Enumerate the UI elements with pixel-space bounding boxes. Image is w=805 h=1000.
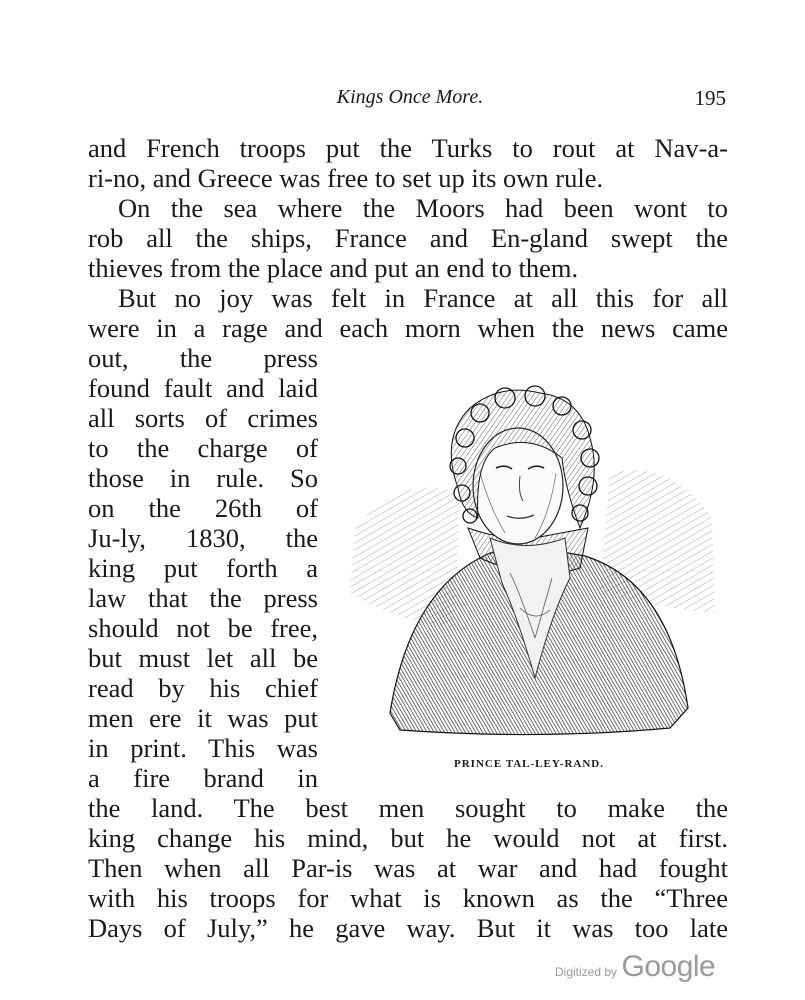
text-line: those in rule. So xyxy=(88,463,318,493)
running-title: Kings Once More. xyxy=(336,86,484,108)
text-line: Then when all Par-is was at war and had fought xyxy=(88,853,728,883)
page-number: 195 xyxy=(694,86,726,110)
text-line: and French troops put the Turks to rout at Nav-a- xyxy=(88,133,728,163)
text-line: rob all the ships, France and En-gland swept the xyxy=(88,223,728,253)
text-line: But no joy was felt in France at all this for all xyxy=(118,283,728,313)
text-line: king change his mind, but he would not at first. xyxy=(88,823,728,853)
text-line: found fault and laid xyxy=(88,373,318,403)
text-line: were in a rage and each morn when the news came xyxy=(88,313,728,343)
running-head xyxy=(88,86,732,116)
text-line: should not be free, xyxy=(88,613,318,643)
text-line: all sorts of crimes xyxy=(88,403,318,433)
text-line: the land. The best men sought to make the xyxy=(88,793,728,823)
text-line: in print. This was xyxy=(88,733,318,763)
text-line: king put forth a xyxy=(88,553,318,583)
text-line: men ere it was put xyxy=(88,703,318,733)
text-line: with his troops for what is known as the “Three xyxy=(88,883,728,913)
text-line: Ju-ly, 1830, the xyxy=(88,523,318,553)
text-line: On the sea where the Moors had been wont to xyxy=(118,193,728,223)
text-line: out, the press xyxy=(88,343,318,373)
digitized-watermark xyxy=(555,950,720,986)
text-line: ri-no, and Greece was free to set up its own rule. xyxy=(88,163,604,193)
text-line: to the charge of xyxy=(88,433,318,463)
text-line: law that the press xyxy=(88,583,318,613)
illustration-caption: PRINCE TAL-LEY-RAND. xyxy=(454,758,604,770)
text-line: a fire brand in xyxy=(88,763,318,793)
portrait-illustration xyxy=(340,378,720,740)
text-line: but must let all be xyxy=(88,643,318,673)
watermark-prefix: Digitized by xyxy=(555,965,618,979)
google-logo: Google xyxy=(621,950,716,983)
text-line: read by his chief xyxy=(88,673,318,703)
text-line: Days of July,” he gave way. But it was too late xyxy=(88,913,728,943)
text-line: on the 26th of xyxy=(88,493,318,523)
text-line: thieves from the place and put an end to them. xyxy=(88,253,579,283)
